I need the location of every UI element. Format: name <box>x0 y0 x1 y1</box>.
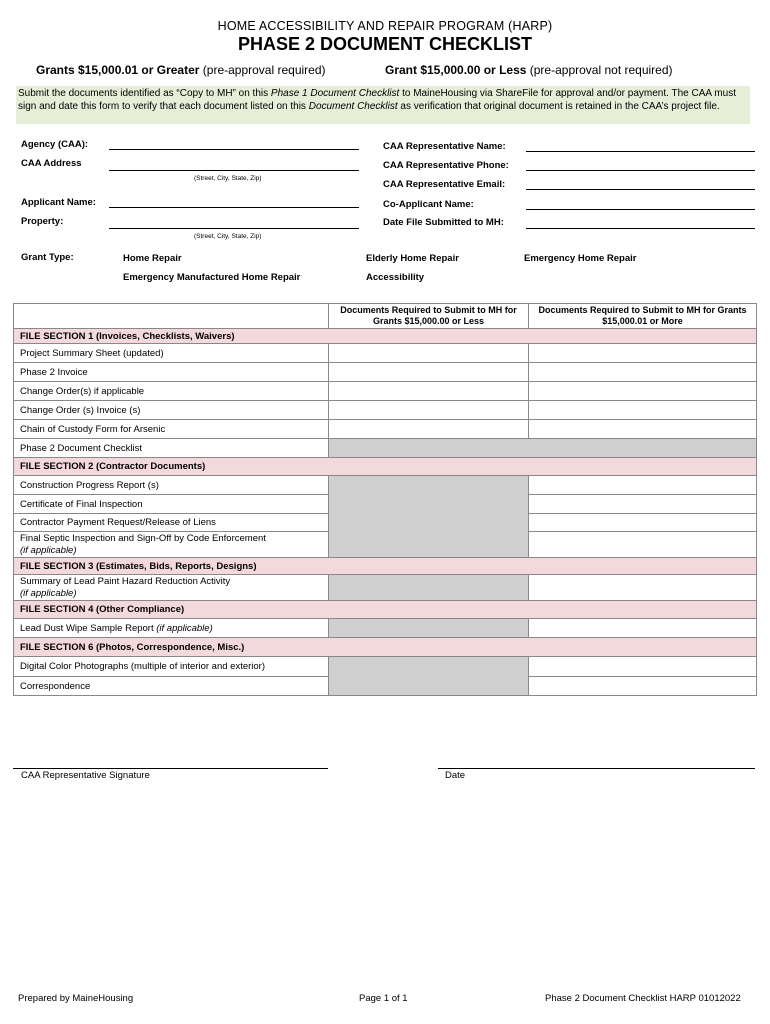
signature-line[interactable] <box>13 768 328 769</box>
grant-less-label: Grant $15,000.00 or Less <box>385 63 527 77</box>
cell-less[interactable] <box>329 420 529 439</box>
cell-more[interactable] <box>529 677 757 696</box>
lead-dust-if-applicable: (if applicable) <box>156 622 213 634</box>
cell-not-required <box>329 476 529 558</box>
grant-less-note: (pre-approval not required) <box>529 63 673 77</box>
section-1-title: FILE SECTION 1 (Invoices, Checklists, Waivers) <box>14 329 757 344</box>
table-row <box>14 657 757 677</box>
applicant-label: Applicant Name: <box>21 197 96 208</box>
row-septic <box>14 532 329 558</box>
program-name: HOME ACCESSIBILITY AND REPAIR PROGRAM (HARP) <box>217 19 553 33</box>
co-applicant-label: Co-Applicant Name: <box>383 199 474 210</box>
section-4-title: FILE SECTION 4 (Other Compliance) <box>14 601 757 619</box>
cell-more[interactable] <box>529 363 757 382</box>
grant-type-home-repair[interactable]: Home Repair <box>123 253 182 264</box>
table-row <box>14 439 757 458</box>
table-row <box>14 420 757 439</box>
row-phase2-invoice: Phase 2 Invoice <box>14 363 329 382</box>
cell-more[interactable] <box>529 495 757 514</box>
rep-email-label: CAA Representative Email: <box>383 179 506 190</box>
table-row <box>14 476 757 495</box>
cell-more[interactable] <box>529 344 757 363</box>
septic-text: Final Septic Inspection and Sign-Off by Code Enforcement <box>20 532 266 544</box>
section-2-title: FILE SECTION 2 (Contractor Documents) <box>14 458 757 476</box>
row-contractor-payment: Contractor Payment Request/Release of Liens <box>14 514 329 532</box>
grant-type-emergency-home-repair[interactable]: Emergency Home Repair <box>524 253 637 264</box>
address-hint: (Street, City, State, Zip) <box>194 175 262 182</box>
grant-less-heading <box>385 63 673 77</box>
row-change-order: Change Order(s) if applicable <box>14 382 329 401</box>
rep-name-field[interactable] <box>526 151 755 152</box>
signature-label: CAA Representative Signature <box>21 770 150 781</box>
rep-phone-field[interactable] <box>526 170 755 171</box>
agency-label: Agency (CAA): <box>21 139 89 150</box>
cell-not-required <box>329 575 529 601</box>
cell-not-required <box>329 619 529 638</box>
rep-email-field[interactable] <box>526 189 755 190</box>
grant-type-emergency-manufactured[interactable]: Emergency Manufactured Home Repair <box>123 272 301 283</box>
grant-greater-note: (pre-approval required) <box>202 63 326 77</box>
property-hint: (Street, City, State, Zip) <box>194 233 262 240</box>
row-lead-paint <box>14 575 329 601</box>
grant-type-label: Grant Type: <box>21 252 74 263</box>
date-submitted-field[interactable] <box>526 228 755 229</box>
rep-name-label: CAA Representative Name: <box>383 141 506 152</box>
row-phase2-checklist: Phase 2 Document Checklist <box>14 439 329 458</box>
table-row <box>14 382 757 401</box>
instructions-italic-1: Phase 1 Document Checklist <box>270 88 400 99</box>
section-row <box>14 329 757 344</box>
cell-more[interactable] <box>529 619 757 638</box>
footer-page-number: Page 1 of 1 <box>359 993 408 1004</box>
table-header-row <box>14 304 757 329</box>
agency-field[interactable] <box>109 149 359 150</box>
caa-address-field[interactable] <box>109 170 359 171</box>
document-checklist-table <box>13 303 757 696</box>
cell-less[interactable] <box>329 382 529 401</box>
footer-form-id: Phase 2 Document Checklist HARP 01012022 <box>545 993 741 1004</box>
table-row <box>14 575 757 601</box>
section-row <box>14 638 757 657</box>
caa-address-label: CAA Address <box>21 158 82 169</box>
instructions-italic-2: Document Checklist <box>308 101 398 112</box>
cell-more[interactable] <box>529 382 757 401</box>
table-row <box>14 401 757 420</box>
cell-more[interactable] <box>529 514 757 532</box>
table-row <box>14 344 757 363</box>
cell-more[interactable] <box>529 476 757 495</box>
date-submitted-label: Date File Submitted to MH: <box>383 217 504 228</box>
applicant-field[interactable] <box>109 207 359 208</box>
date-label: Date <box>445 770 466 781</box>
rep-phone-label: CAA Representative Phone: <box>383 160 509 171</box>
table-row <box>14 619 757 638</box>
lead-dust-text: Lead Dust Wipe Sample Report <box>20 622 157 634</box>
cell-more[interactable] <box>529 420 757 439</box>
instructions-text-3: as verification that original document is retained in the CAA’s project file. <box>397 101 720 112</box>
section-3-title: FILE SECTION 3 (Estimates, Bids, Reports, Designs) <box>14 558 757 575</box>
instructions-text-2: to MaineHousing via ShareFile for approval and/or payment. The CAA must sign and date this form to verify that each document listed on this <box>18 88 736 112</box>
section-row <box>14 601 757 619</box>
grant-type-accessibility[interactable]: Accessibility <box>366 272 425 283</box>
cell-more[interactable] <box>529 401 757 420</box>
instructions-text-1: Submit the documents identified as “Copy to MH” on this <box>18 88 271 99</box>
section-row <box>14 458 757 476</box>
col-header-more: Documents Required to Submit to MH for Grants $15,000.01 or More <box>529 304 757 329</box>
grant-greater-label: Grants $15,000.01 or Greater <box>36 63 200 77</box>
section-row <box>14 558 757 575</box>
lead-paint-if-applicable: (if applicable) <box>20 587 77 599</box>
cell-not-required <box>329 439 757 458</box>
row-change-order-invoice: Change Order (s) Invoice (s) <box>14 401 329 420</box>
section-6-title: FILE SECTION 6 (Photos, Correspondence, Misc.) <box>14 638 757 657</box>
header-empty-cell <box>14 304 329 329</box>
lead-paint-text: Summary of Lead Paint Hazard Reduction Activity <box>20 575 231 587</box>
cell-more[interactable] <box>529 575 757 601</box>
instructions-box <box>16 86 750 124</box>
grant-type-elderly-home-repair[interactable]: Elderly Home Repair <box>366 253 459 264</box>
row-project-summary: Project Summary Sheet (updated) <box>14 344 329 363</box>
page-title: PHASE 2 DOCUMENT CHECKLIST <box>237 34 533 54</box>
cell-less[interactable] <box>329 401 529 420</box>
property-field[interactable] <box>109 228 359 229</box>
row-chain-custody: Chain of Custody Form for Arsenic <box>14 420 329 439</box>
date-line[interactable] <box>438 768 755 769</box>
cell-less[interactable] <box>329 344 529 363</box>
grant-greater-heading <box>36 63 326 77</box>
cell-less[interactable] <box>329 363 529 382</box>
row-construction-progress: Construction Progress Report (s) <box>14 476 329 495</box>
col-header-less: Documents Required to Submit to MH for Grants $15,000.00 or Less <box>329 304 529 329</box>
row-correspondence: Correspondence <box>14 677 329 696</box>
co-applicant-field[interactable] <box>526 209 755 210</box>
row-final-inspection: Certificate of Final Inspection <box>14 495 329 514</box>
cell-more[interactable] <box>529 532 757 558</box>
row-photos: Digital Color Photographs (multiple of interior and exterior) <box>14 657 329 677</box>
property-label: Property: <box>21 216 64 227</box>
cell-not-required <box>329 657 529 696</box>
cell-more[interactable] <box>529 657 757 677</box>
table-row <box>14 363 757 382</box>
footer-prepared-by: Prepared by MaineHousing <box>18 993 134 1004</box>
row-lead-dust <box>14 619 329 638</box>
septic-if-applicable: (if applicable) <box>20 544 77 556</box>
